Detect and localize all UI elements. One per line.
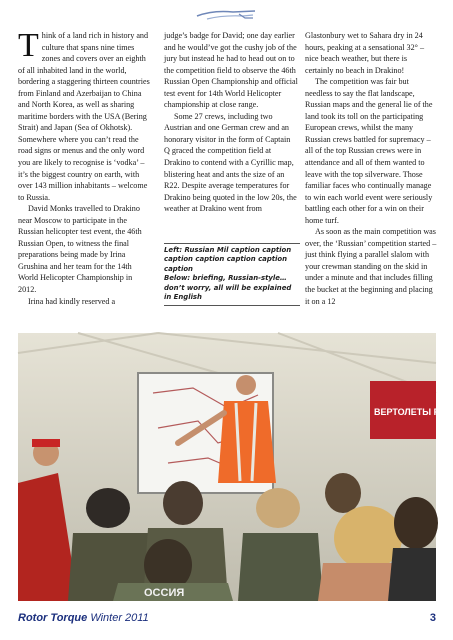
page-number: 3 [429, 612, 436, 624]
caption-line: caption [164, 264, 193, 273]
caption-line: don’t worry, all will be explained [164, 283, 292, 292]
article-column-1 [18, 27, 152, 307]
banner-text: ВЕРТОЛЕТЫ РОС [374, 407, 453, 417]
article-column-3 [305, 30, 437, 307]
article-paragraph: Glastonbury wet to Sahara dry in 24 hours, peaking at a sensational 32° – nice beach weather, but there is certainly no beach in Drakino! [305, 31, 425, 75]
magazine-title: Rotor Torque [18, 612, 88, 624]
article-paragraph: judge’s badge for David; one day earlier and he would’ve got the cushy job of the jury but instead he had to head out on to the competition field to observe the 46th Russian Open Championship and official test event for 14th World Helicopter championship at close range. [164, 31, 298, 110]
briefing-photo [18, 333, 453, 601]
article-paragraph: David Monks travelled to Drakino near Moscow to participate in the Russian helicopter test event, the 46th Russian Open, to witness the final preparations being made by Irina Grushina and her team for the 14th World Helicopter Championship in 2012. [18, 204, 142, 295]
drop-cap: T [18, 27, 39, 64]
article-column-2 [164, 30, 298, 215]
shirt-text: ОССИЯ [144, 587, 185, 599]
caption-line: in English [164, 293, 202, 302]
article-paragraph: Think of a land rich in history and culture that spans nine times zones and covers over an eighth of all inhabited land in the world, bordering a staggering thirteen countries from Finland and Azerbaijan to China and North Korea, as well as sharing maritime borders with the USA (Bering Strait) and Japan (Sea of Okhotsk). Somewhere where you can’t read the road signs or menus and the only word you are likely to recognise is ‘vodka’ – it’s the biggest country on earth, with over 143 million inhabitants – welcome to Russia. [18, 27, 150, 202]
article-paragraph: The competition was fair but needless to say the flat landscape, Russian maps and the general lie of the land took its toll on the participating European crews, whilst the many Russian crews battled for supremacy – all of the top Russian crews were in attendance and all of them wanted to leave with the top silverware. Those familiar faces who continually manage to win each world event were seriously battling each other for a win on their home turf. [305, 77, 433, 225]
caption-line: caption caption caption caption [164, 255, 288, 264]
caption-line: Left: Russian Mil caption caption [164, 246, 292, 254]
briefing-scene-illustration [18, 333, 453, 601]
issue-season: Winter 2011 [90, 612, 149, 624]
article-paragraph: Some 27 crews, including two Austrian and one German crew and an honorary visitor in the form of Captain Q graced the competition field at Drakino to contend with a Cyrillic map, blistering heat and ants the size of an R22. Despite average temperatures for Drakino being quoted in the low 20s, the weather at Drakino went from [164, 111, 297, 214]
caption-line: Below: briefing, Russian-style… [164, 274, 287, 283]
article-paragraph: Irina had kindly reserved a [28, 296, 116, 306]
photo-caption [164, 243, 300, 306]
header-logo [193, 6, 263, 24]
article-paragraph: As soon as the main competition was over, the ‘Russian’ competition started – just think flying a parallel slalom with your crewman standing on the skid in under a minute and that includes filling the bucket at the beginning and placing it on a 12 [305, 227, 437, 306]
page-footer [18, 612, 436, 632]
helicopter-logo-icon [193, 6, 263, 24]
